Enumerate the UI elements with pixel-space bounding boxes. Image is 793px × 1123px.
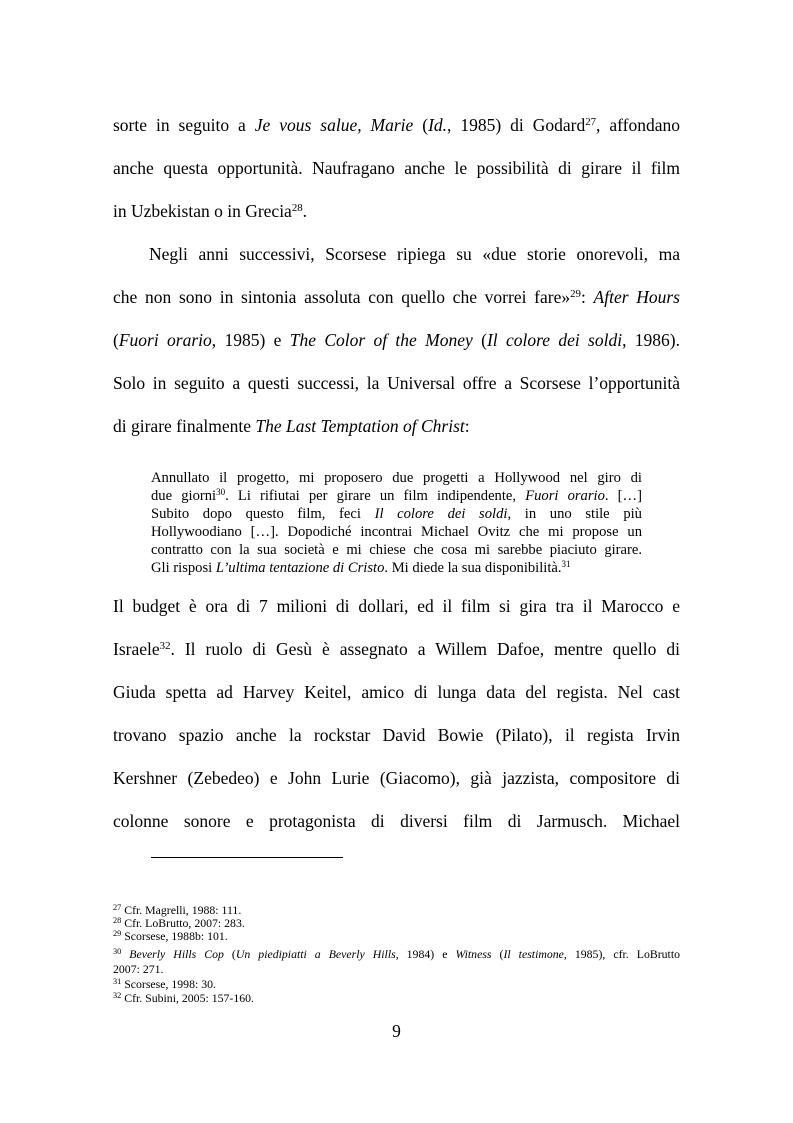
footnote-ref-29: 29: [570, 288, 581, 301]
footnote-ref-31: 31: [561, 559, 571, 570]
quote-line-1: Annullato il progetto, mi proposero due progetti a Hollywood nel giro di: [151, 470, 642, 486]
footnote-ref-28: 28: [291, 202, 303, 215]
body-line-9: Il budget è ora di 7 milioni di dollari, ed il film si gira tra il Marocco e: [113, 596, 680, 616]
body-line-14: colonne sonore e protagonista di diversi film di Jarmusch. Michael: [113, 811, 680, 831]
body-line-10: Israele$^{32}$. Il ruolo di Gesù è assegnato a Willem Dafoe, mentre quello di: [113, 639, 680, 659]
footnote-28: $^{28}$ Cfr. LoBrutto, 2007: 283.: [113, 915, 245, 930]
body-line-2: anche questa opportunità. Naufragano anche le possibilità di girare il film: [113, 158, 680, 178]
quote-line-4: Hollywoodiano […]. Dopodiché incontrai Michael Ovitz che mi propose un: [151, 524, 642, 540]
quote-line-3: Subito dopo questo film, feci Il colore dei soldi, in uno stile più: [151, 506, 642, 522]
body-line-1: sorte in seguito a Je vous salue, Marie (Id., 1985) di Godard$^{27}$, affondano: [113, 115, 680, 135]
body-line-6: (Fuori orario, 1985) e The Color of the Money (Il colore dei soldi, 1986).: [113, 330, 681, 350]
body-line-4: Negli anni successivi, Scorsese ripiega su «due storie onorevoli, ma: [149, 244, 680, 264]
body-line-12: trovano spazio anche la rockstar David Bowie (Pilato), il regista Irvin: [113, 725, 680, 745]
body-line-3: in Uzbekistan o in Grecia$^{28}$.: [113, 201, 308, 221]
footnote-ref-27: 27: [585, 116, 597, 129]
footnote-ref-30: 30: [216, 487, 226, 498]
page-number: 9: [392, 1021, 401, 1041]
footnote-separator: [151, 857, 343, 858]
quote-line-5: contratto con la sua società e mi chiese che cosa mi sarebbe piaciuto girare.: [151, 542, 642, 558]
footnote-27: $^{27}$ Cfr. Magrelli, 1988: 111.: [113, 902, 242, 917]
body-line-7: Solo in seguito a questi successi, la Universal offre a Scorsese l’opportunità: [113, 373, 680, 393]
footnote-29: $^{29}$ Scorsese, 1988b: 101.: [113, 928, 228, 943]
body-line-8: di girare finalmente The Last Temptation of Christ:: [113, 416, 470, 436]
body-line-13: Kershner (Zebedeo) e John Lurie (Giacomo), già jazzista, compositore di: [113, 768, 680, 788]
body-line-11: Giuda spetta ad Harvey Keitel, amico di lunga data del regista. Nel cast: [113, 682, 680, 702]
footnote-31: $^{31}$ Scorsese, 1998: 30.: [113, 976, 216, 991]
footnote-30: $^{30}$ Beverly Hills Cop (Un piedipiatti a Beverly Hills, 1984) e Witness (Il testimone, 1985), cfr. LoBrutto: [113, 946, 681, 961]
footnote-32: $^{32}$ Cfr. Subini, 2005: 157-160.: [113, 990, 254, 1005]
footnote-ref-32: 32: [159, 640, 171, 653]
body-line-5: che non sono in sintonia assoluta con quello che vorrei fare»$^{29}$: After Hours: [113, 287, 680, 307]
footnote-30-continued: 2007: 271.: [113, 962, 164, 976]
quote-line-6: Gli risposi L’ultima tentazione di Cristo. Mi diede la sua disponibilità.$^{31}$: [151, 559, 571, 576]
quote-line-2: due giorni$^{30}$. Li rifiutai per girare un film indipendente, Fuori orario. […]: [151, 487, 642, 504]
